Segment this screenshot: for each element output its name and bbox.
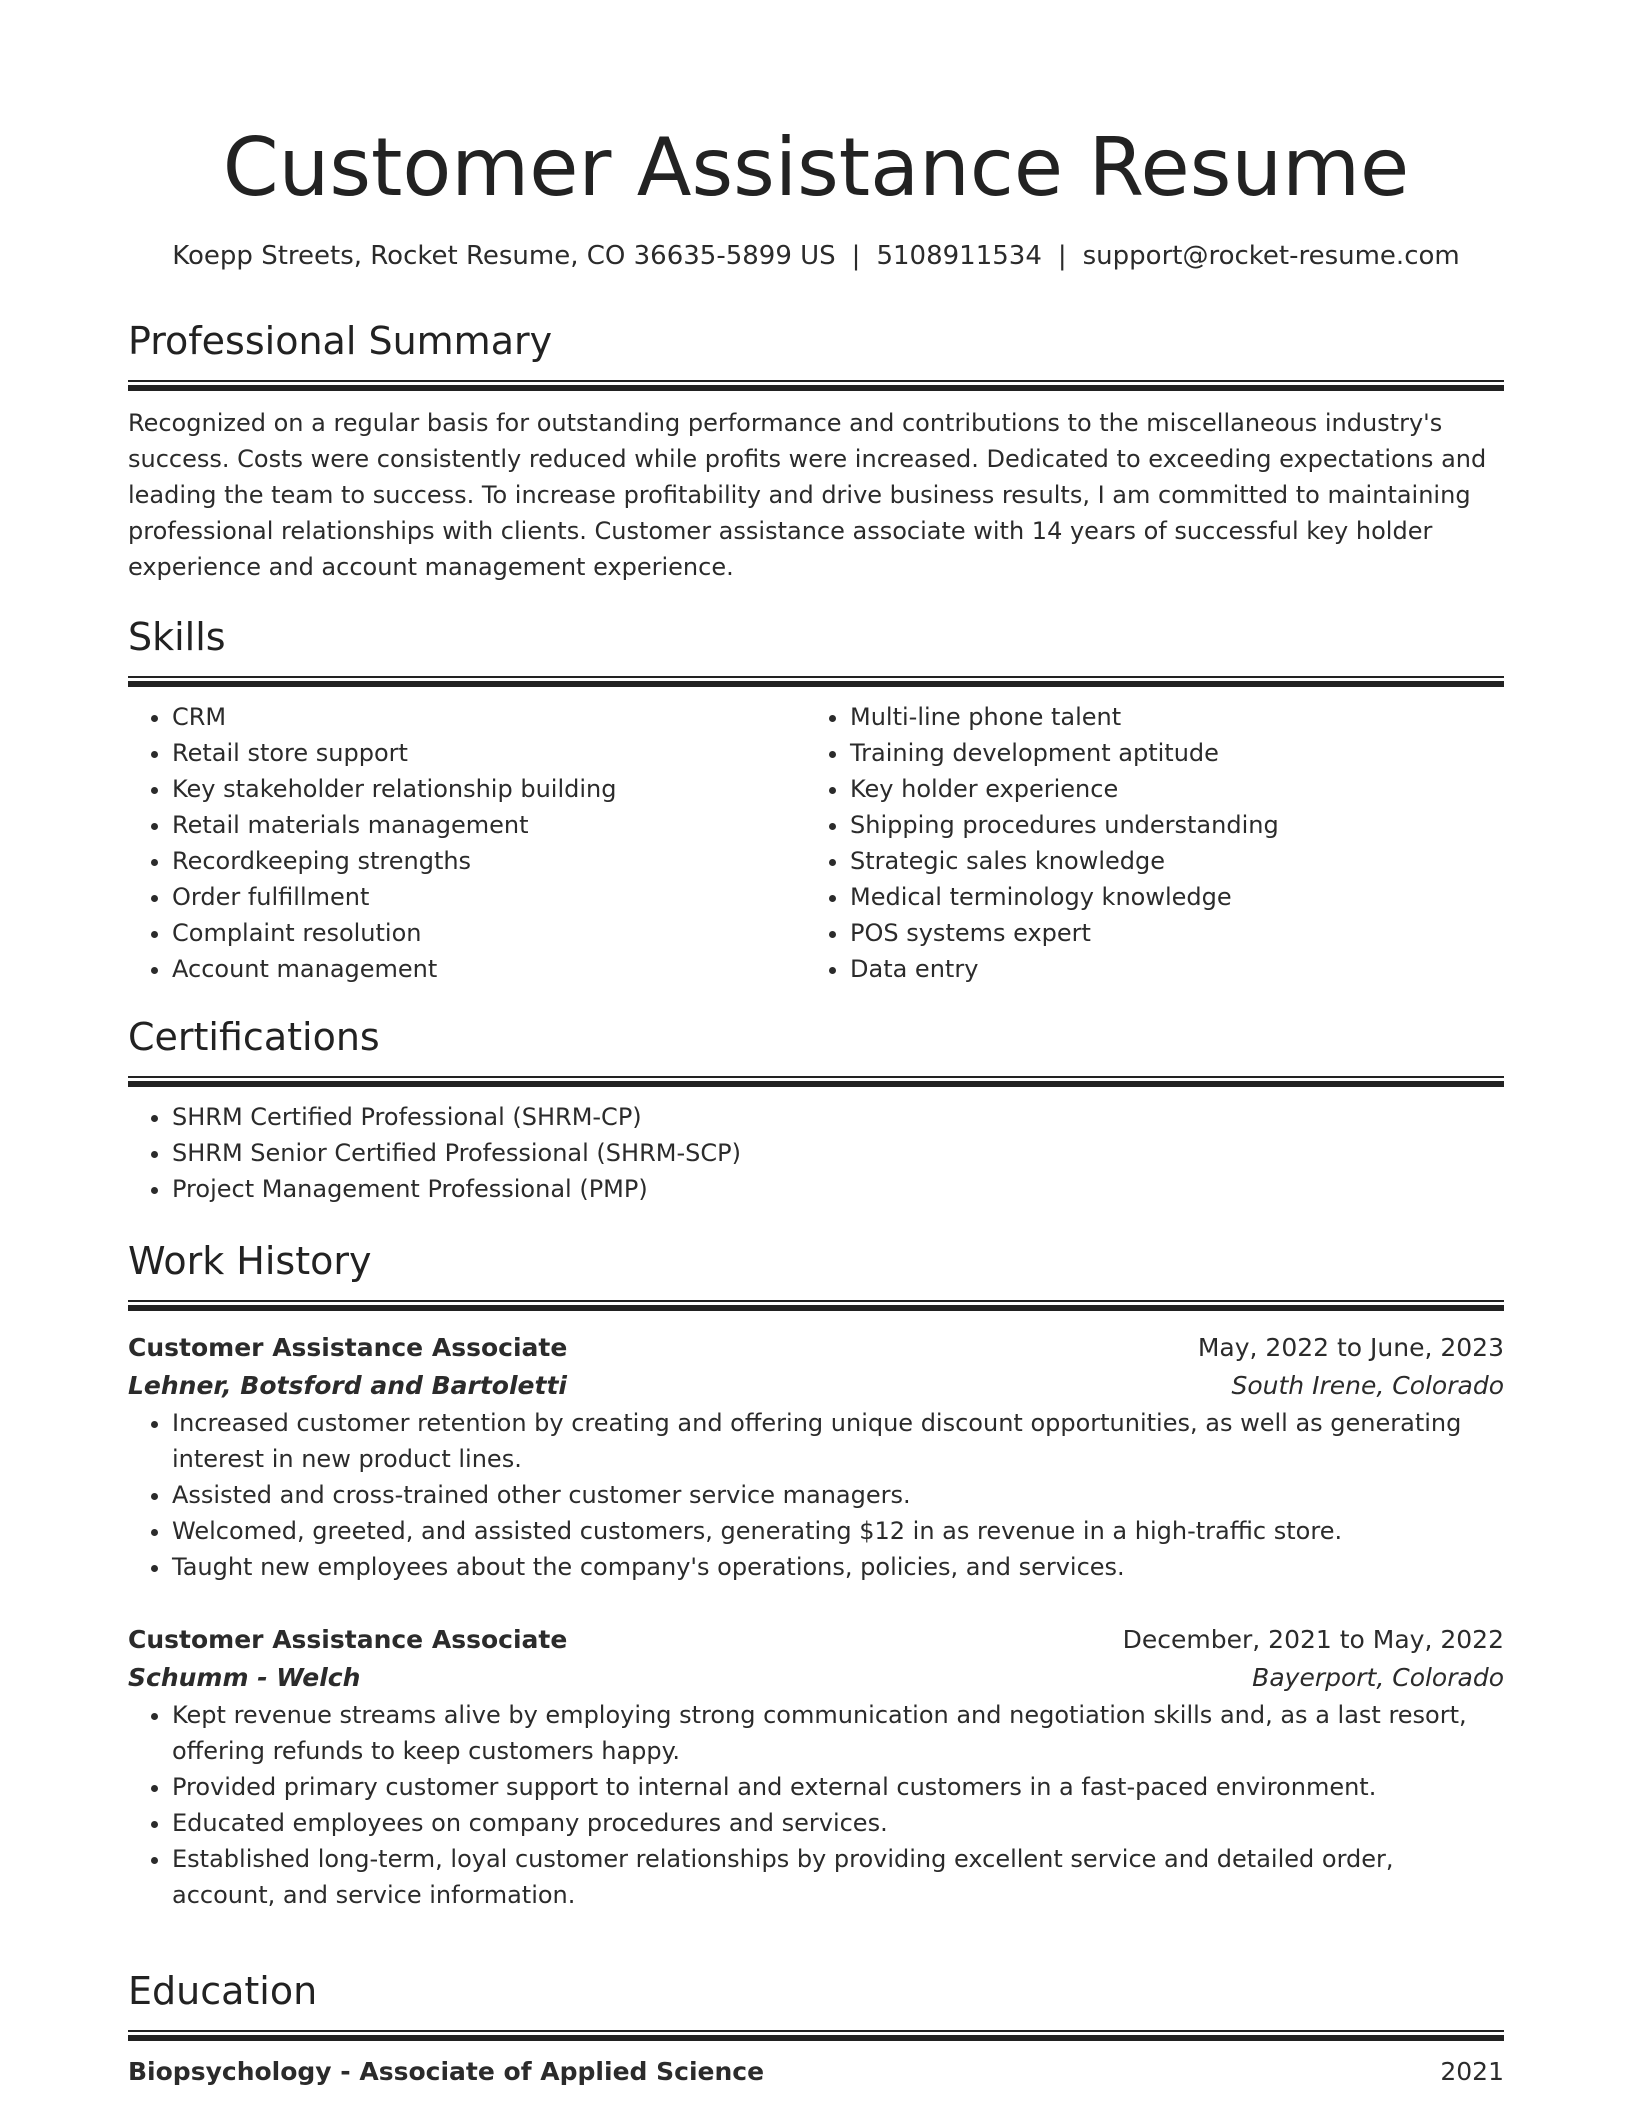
skill-item: • Retail store support bbox=[172, 735, 806, 771]
skill-item: • CRM bbox=[172, 699, 806, 735]
skill-item: • Data entry bbox=[850, 951, 1484, 987]
skills-right-list bbox=[806, 699, 1484, 987]
job-dates: May, 2022 to June, 2023 bbox=[1197, 1333, 1504, 1362]
job-bullet: • Educated employees on company procedures and services. bbox=[172, 1805, 1504, 1841]
skill-item: • Training development aptitude bbox=[850, 735, 1484, 771]
skills-left-column bbox=[128, 699, 806, 987]
section-divider bbox=[128, 2030, 1504, 2041]
work-history-section bbox=[128, 1236, 1504, 1913]
contact-line bbox=[128, 238, 1504, 274]
education-year: 2021 bbox=[1440, 2057, 1504, 2086]
job-bullets bbox=[128, 1697, 1504, 1913]
job-bullet: • Assisted and cross-trained other customer service managers. bbox=[172, 1477, 1504, 1513]
job-entry bbox=[128, 1621, 1504, 1913]
job-bullet: • Taught new employees about the company's operations, policies, and services. bbox=[172, 1549, 1504, 1585]
summary-text: Recognized on a regular basis for outstanding performance and contributions to the miscellaneous industry's success. Costs were consistently reduced while profits were increased. Dedicated to exceeding expectations and leading the team to success. To increase profitability and drive business results, I am committed to maintaining professional relationships with clients. Customer assistance associate with 14 years of successful key holder experience and account management experience. bbox=[128, 409, 1487, 581]
job-title: Customer Assistance Associate bbox=[128, 1333, 568, 1362]
job-bullet: • Welcomed, greeted, and assisted customers, generating $12 in as revenue in a high-traffic store. bbox=[172, 1513, 1504, 1549]
skills-heading: Skills bbox=[128, 615, 226, 659]
skill-item: • Shipping procedures understanding bbox=[850, 807, 1484, 843]
section-divider bbox=[128, 380, 1504, 391]
job-bullet: • Increased customer retention by creating and offering unique discount opportunities, as well as generating interest in new product lines. bbox=[172, 1405, 1504, 1477]
job-bullet: • Kept revenue streams alive by employing strong communication and negotiation skills and, as a last resort, offering refunds to keep customers happy. bbox=[172, 1697, 1504, 1769]
job-bullet: • Established long-term, loyal customer relationships by providing excellent service and detailed order, account, and service information. bbox=[172, 1841, 1504, 1913]
job-location: Bayerport, Colorado bbox=[1252, 1663, 1504, 1692]
certification-item: • Project Management Professional (PMP) bbox=[172, 1171, 1504, 1207]
skill-item: • Account management bbox=[172, 951, 806, 987]
job-dates: December, 2021 to May, 2022 bbox=[1122, 1625, 1504, 1654]
education-row bbox=[128, 2053, 1504, 2091]
skill-item: • Multi-line phone talent bbox=[850, 699, 1484, 735]
skill-item: • Complaint resolution bbox=[172, 915, 806, 951]
skills-columns bbox=[128, 699, 1504, 987]
certifications-list bbox=[128, 1099, 1504, 1207]
certification-item: • SHRM Senior Certified Professional (SHRM-SCP) bbox=[172, 1135, 1504, 1171]
certification-item: • SHRM Certified Professional (SHRM-CP) bbox=[172, 1099, 1504, 1135]
section-divider bbox=[128, 1300, 1504, 1311]
skill-item: • Key holder experience bbox=[850, 771, 1484, 807]
skill-item: • Retail materials management bbox=[172, 807, 806, 843]
section-divider bbox=[128, 676, 1504, 687]
contact-separator: | bbox=[851, 241, 861, 271]
education-degree: Biopsychology - Associate of Applied Science bbox=[128, 2057, 765, 2086]
job-company-row bbox=[128, 1367, 1504, 1405]
contact-address: Koepp Streets, Rocket Resume, CO 36635-5899 US bbox=[172, 241, 836, 271]
job-title: Customer Assistance Associate bbox=[128, 1625, 568, 1654]
job-header-row bbox=[128, 1621, 1504, 1659]
skills-left-list bbox=[128, 699, 806, 987]
work-history-heading: Work History bbox=[128, 1239, 372, 1283]
skill-item: • Recordkeeping strengths bbox=[172, 843, 806, 879]
contact-separator: | bbox=[1057, 241, 1067, 271]
job-entry bbox=[128, 1329, 1504, 1585]
education-heading: Education bbox=[128, 1969, 318, 2013]
summary-section bbox=[128, 316, 1504, 585]
education-section bbox=[128, 1966, 1504, 2091]
job-company-row bbox=[128, 1659, 1504, 1697]
resume-title: Customer Assistance Resume bbox=[222, 121, 1410, 214]
job-header-row bbox=[128, 1329, 1504, 1367]
skill-item: • POS systems expert bbox=[850, 915, 1484, 951]
section-divider bbox=[128, 1076, 1504, 1087]
skill-item: • Order fulfillment bbox=[172, 879, 806, 915]
job-company: Lehner, Botsford and Bartoletti bbox=[128, 1371, 567, 1400]
certifications-section bbox=[128, 1012, 1504, 1207]
job-company: Schumm - Welch bbox=[128, 1663, 361, 1692]
skills-section bbox=[128, 612, 1504, 987]
certifications-heading: Certifications bbox=[128, 1015, 380, 1059]
skill-item: • Key stakeholder relationship building bbox=[172, 771, 806, 807]
job-bullets bbox=[128, 1405, 1504, 1585]
skill-item: • Strategic sales knowledge bbox=[850, 843, 1484, 879]
contact-phone: 5108911534 bbox=[876, 241, 1042, 271]
skills-right-column bbox=[806, 699, 1484, 987]
job-location: South Irene, Colorado bbox=[1231, 1371, 1504, 1400]
summary-heading: Professional Summary bbox=[128, 319, 553, 363]
skill-item: • Medical terminology knowledge bbox=[850, 879, 1484, 915]
contact-email: support@rocket-resume.com bbox=[1082, 241, 1460, 271]
job-bullet: • Provided primary customer support to internal and external customers in a fast-paced environment. bbox=[172, 1769, 1504, 1805]
